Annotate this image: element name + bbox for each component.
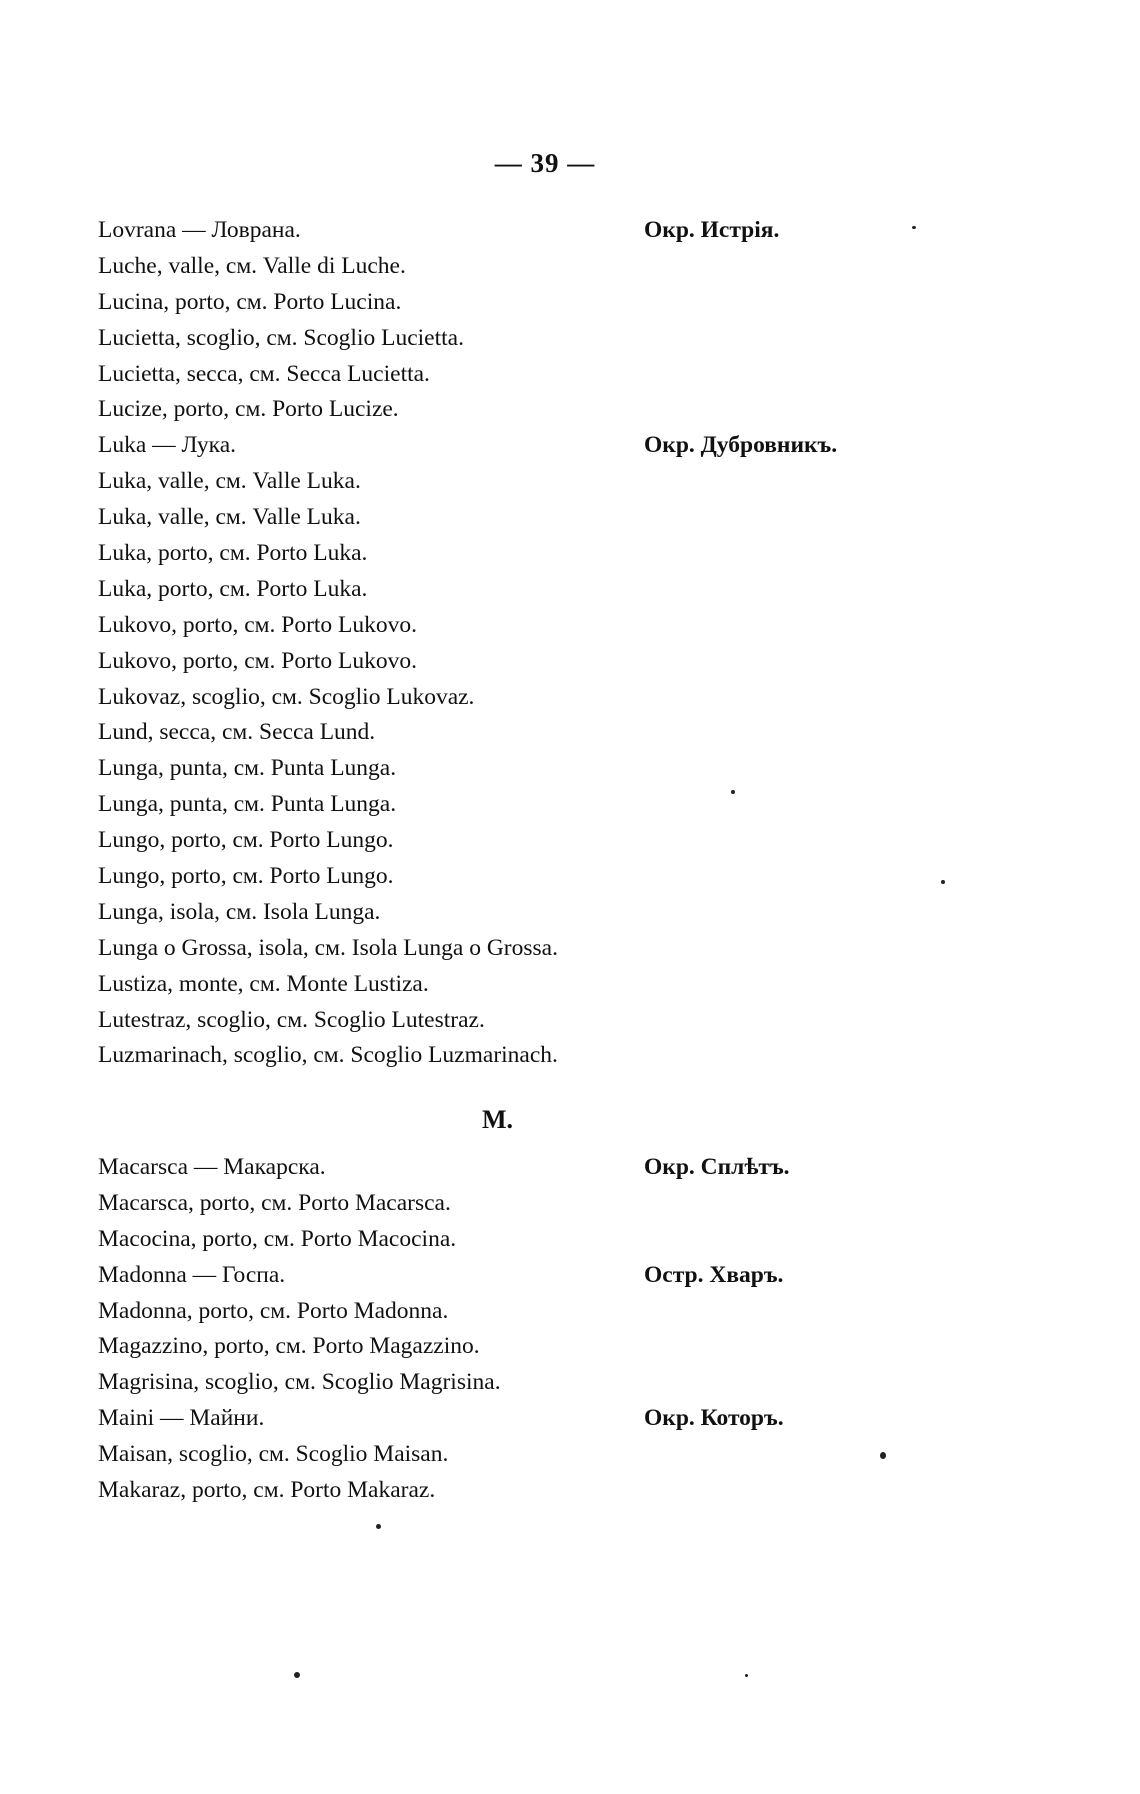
entry-text: Lunga, punta, см. Punta Lunga. [98,755,397,782]
entry-text: Lungo, porto, см. Porto Lungo. [98,863,394,890]
scan-speck [731,790,735,794]
list-item [98,1150,858,1186]
list-item [98,213,858,249]
entry-text: Lucietta, scoglio, см. Scoglio Lucietta. [98,324,464,351]
list-item [98,1401,858,1437]
list-item [98,249,858,285]
entry-text: Maisan, scoglio, см. Scoglio Maisan. [98,1441,449,1468]
entry-text: Lucina, porto, см. Porto Lucina. [98,288,402,315]
list-item [98,1003,858,1039]
list-item [98,751,858,787]
list-item [98,464,858,500]
entry-text: Lukovaz, scoglio, см. Scoglio Lukovaz. [98,683,475,710]
list-item [98,644,858,680]
scan-speck [294,1672,300,1678]
list-item [98,608,858,644]
list-item [98,787,858,823]
entry-text: Madonna — Госпа. [98,1261,286,1288]
entry-text: Magazzino, porto, см. Porto Magazzino. [98,1333,480,1360]
region-text: Окр. Дубровникъ. [644,432,838,459]
entry-text: Luka, porto, см. Porto Luka. [98,540,368,567]
region-text: Окр. Которъ. [644,1405,784,1432]
entry-text: Lungo, porto, см. Porto Lungo. [98,827,394,854]
entry-text: Luka, valle, см. Valle Luka. [98,504,361,531]
page-number: — 39 — [494,148,596,178]
entry-text: Luche, valle, см. Valle di Luche. [98,252,406,279]
list-item [98,859,858,895]
scan-speck [941,880,945,884]
list-item [98,1038,858,1074]
section-m-list [98,1150,858,1509]
list-item [98,823,858,859]
list-item [98,1294,858,1330]
list-item [98,1222,858,1258]
scan-speck [745,1674,748,1677]
section-l-list [98,213,858,1074]
list-item [98,715,858,751]
entry-text: Lukovo, porto, см. Porto Lukovo. [98,647,418,674]
region-text: Окр. Истрія. [644,217,780,243]
entry-text: Lund, secca, см. Secca Lund. [98,719,376,746]
scan-speck [376,1524,381,1529]
scan-speck [912,226,916,229]
entry-text: Lutestraz, scoglio, см. Scoglio Lutestraz. [98,1006,485,1033]
list-item [98,428,858,464]
list-item [98,536,858,572]
entry-text: Lukovo, porto, см. Porto Lukovo. [98,611,418,638]
list-item [98,1258,858,1294]
entry-text: Lunga o Grossa, isola, см. Isola Lunga o Grossa. [98,934,558,961]
entry-text: Magrisina, scoglio, см. Scoglio Magrisina. [98,1369,501,1396]
list-item [98,967,858,1003]
list-item [98,321,858,357]
entry-text: Macarsca — Макарска. [98,1154,326,1180]
entry-text: Lustiza, monte, см. Monte Lustiza. [98,970,429,997]
list-item [98,895,858,931]
entry-text: Maini — Майни. [98,1405,265,1432]
entry-text: Lovrana — Ловрана. [98,217,301,243]
list-item [98,572,858,608]
entry-text: Macocina, porto, см. Porto Macocina. [98,1225,457,1252]
region-text: Остр. Хваръ. [644,1261,784,1288]
list-item [98,500,858,536]
entry-text: Makaraz, porto, см. Porto Makaraz. [98,1477,436,1504]
list-item [98,931,858,967]
region-text: Окр. Сплѣтъ. [644,1154,790,1180]
entry-text: Madonna, porto, см. Porto Madonna. [98,1297,449,1324]
list-item [98,392,858,428]
list-item [98,1329,858,1365]
entry-text: Luka, valle, см. Valle Luka. [98,468,361,495]
list-item [98,357,858,393]
list-item [98,1186,858,1222]
entry-text: Lunga, isola, см. Isola Lunga. [98,898,381,925]
entry-text: Luzmarinach, scoglio, см. Scoglio Luzmarinach. [98,1042,558,1069]
section-m-heading: M. [482,1105,514,1134]
entry-text: Lucize, porto, см. Porto Lucize. [98,396,399,423]
list-item [98,1437,858,1473]
scan-speck [880,1452,886,1459]
list-item [98,680,858,716]
entry-text: Luka — Лука. [98,432,237,459]
entry-text: Macarsca, porto, см. Porto Macarsca. [98,1189,451,1216]
list-item [98,1473,858,1509]
entry-text: Luka, porto, см. Porto Luka. [98,575,368,602]
entry-text: Lunga, punta, см. Punta Lunga. [98,791,397,818]
list-item [98,1365,858,1401]
list-item [98,285,858,321]
entry-text: Lucietta, secca, см. Secca Lucietta. [98,360,430,387]
